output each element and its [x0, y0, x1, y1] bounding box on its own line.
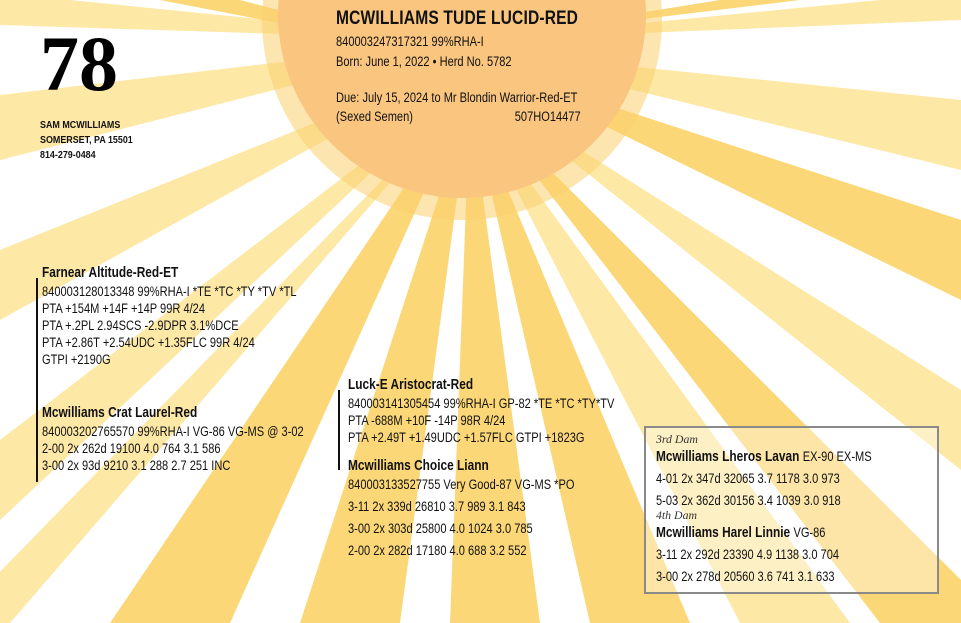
- sire-block: [42, 264, 297, 368]
- fourth-dam-line: 3-11 2x 292d 23390 4.9 1138 3.0 704: [656, 547, 840, 562]
- maternal-grandsire-block: [348, 376, 614, 446]
- dam-name: Mcwilliams Crat Laurel-Red: [42, 405, 198, 421]
- dam-line: 840003202765570 99%RHA-I VG-86 VG-MS @ 3-02: [42, 424, 304, 439]
- granddam-block: [348, 457, 574, 559]
- dam-line: 2-00 2x 262d 19100 4.0 764 3.1 586: [42, 441, 221, 456]
- third-dam-line: 5-03 2x 362d 30156 3.4 1039 3.0 918: [656, 493, 841, 508]
- sire-line: PTA +.2PL 2.94SCS -2.9DPR 3.1%DCE: [42, 318, 239, 333]
- lot-number: 78: [40, 20, 118, 107]
- semen-code: 507HO14477: [514, 109, 581, 124]
- granddam-line: 3-00 2x 303d 25800 4.0 1024 3.0 785: [348, 521, 533, 536]
- dam-line: 3-00 2x 93d 9210 3.1 288 2.7 251 INC: [42, 458, 231, 473]
- owner-info: [40, 118, 133, 163]
- third-dam-title: [656, 447, 872, 467]
- owner-location: SOMERSET, PA 15501: [40, 134, 133, 146]
- granddam-line: 840003133527755 Very Good-87 VG-MS *PO: [348, 477, 575, 492]
- owner-phone: 814-279-0484: [40, 149, 96, 161]
- third-dam-label: 3rd Dam: [656, 432, 698, 446]
- fourth-dam-label: 4th Dam: [656, 508, 698, 522]
- fourth-dam-classification: VG-86: [793, 525, 826, 540]
- fourth-dam-name: Mcwilliams Harel Linnie: [656, 525, 791, 541]
- sire-name: Farnear Altitude-Red-ET: [42, 265, 179, 281]
- sire-line: GTPI +2190G: [42, 352, 111, 367]
- fourth-dam-title: [656, 523, 839, 543]
- animal-born-line: Born: June 1, 2022 • Herd No. 5782: [336, 54, 512, 69]
- granddam-name: Mcwilliams Choice Liann: [348, 458, 489, 474]
- animal-name: MCWILLIAMS TUDE LUCID-RED: [336, 8, 579, 29]
- third-dam-line: 4-01 2x 347d 32065 3.7 1178 3.0 973: [656, 471, 840, 486]
- granddam-line: 3-11 2x 339d 26810 3.7 989 3.1 843: [348, 499, 526, 514]
- third-dam-name: Mcwilliams Lheros Lavan: [656, 449, 800, 465]
- fourth-dam-line: 3-00 2x 278d 20560 3.6 741 3.1 633: [656, 569, 835, 584]
- animal-due-line: Due: July 15, 2024 to Mr Blondin Warrior-Red-ET: [336, 90, 578, 105]
- granddam-line: 2-00 2x 282d 17180 4.0 688 3.2 552: [348, 543, 527, 558]
- sire-line: 840003128013348 99%RHA-I *TE *TC *TY *TV *TL: [42, 284, 297, 299]
- dam-block: [42, 404, 304, 474]
- third-dam-classification: EX-90 EX-MS: [802, 449, 872, 464]
- maternal-bracket: [338, 390, 340, 470]
- semen-note: (Sexed Semen): [336, 109, 413, 124]
- fourth-dam-block: [656, 508, 839, 585]
- semen-row: [336, 108, 581, 125]
- maternal-grandsire-line: 840003141305454 99%RHA-I GP-82 *TE *TC *TY*TV: [348, 396, 615, 411]
- sire-line: PTA +2.86T +2.54UDC +1.35FLC 99R 4/24: [42, 335, 255, 350]
- animal-id-line: 840003247317321 99%RHA-I: [336, 34, 484, 49]
- maternal-grandsire-line: PTA +2.49T +1.49UDC +1.57FLC GTPI +1823G: [348, 430, 585, 445]
- maternal-grandsire-line: PTA -688M +10F -14P 98R 4/24: [348, 413, 506, 428]
- owner-name: SAM MCWILLIAMS: [40, 119, 121, 131]
- maternal-grandsire-name: Luck-E Aristocrat-Red: [348, 377, 474, 393]
- third-dam-block: [656, 432, 872, 509]
- animal-header: [336, 8, 581, 125]
- pedigree-bracket: [36, 278, 38, 482]
- sire-line: PTA +154M +14F +14P 99R 4/24: [42, 301, 205, 316]
